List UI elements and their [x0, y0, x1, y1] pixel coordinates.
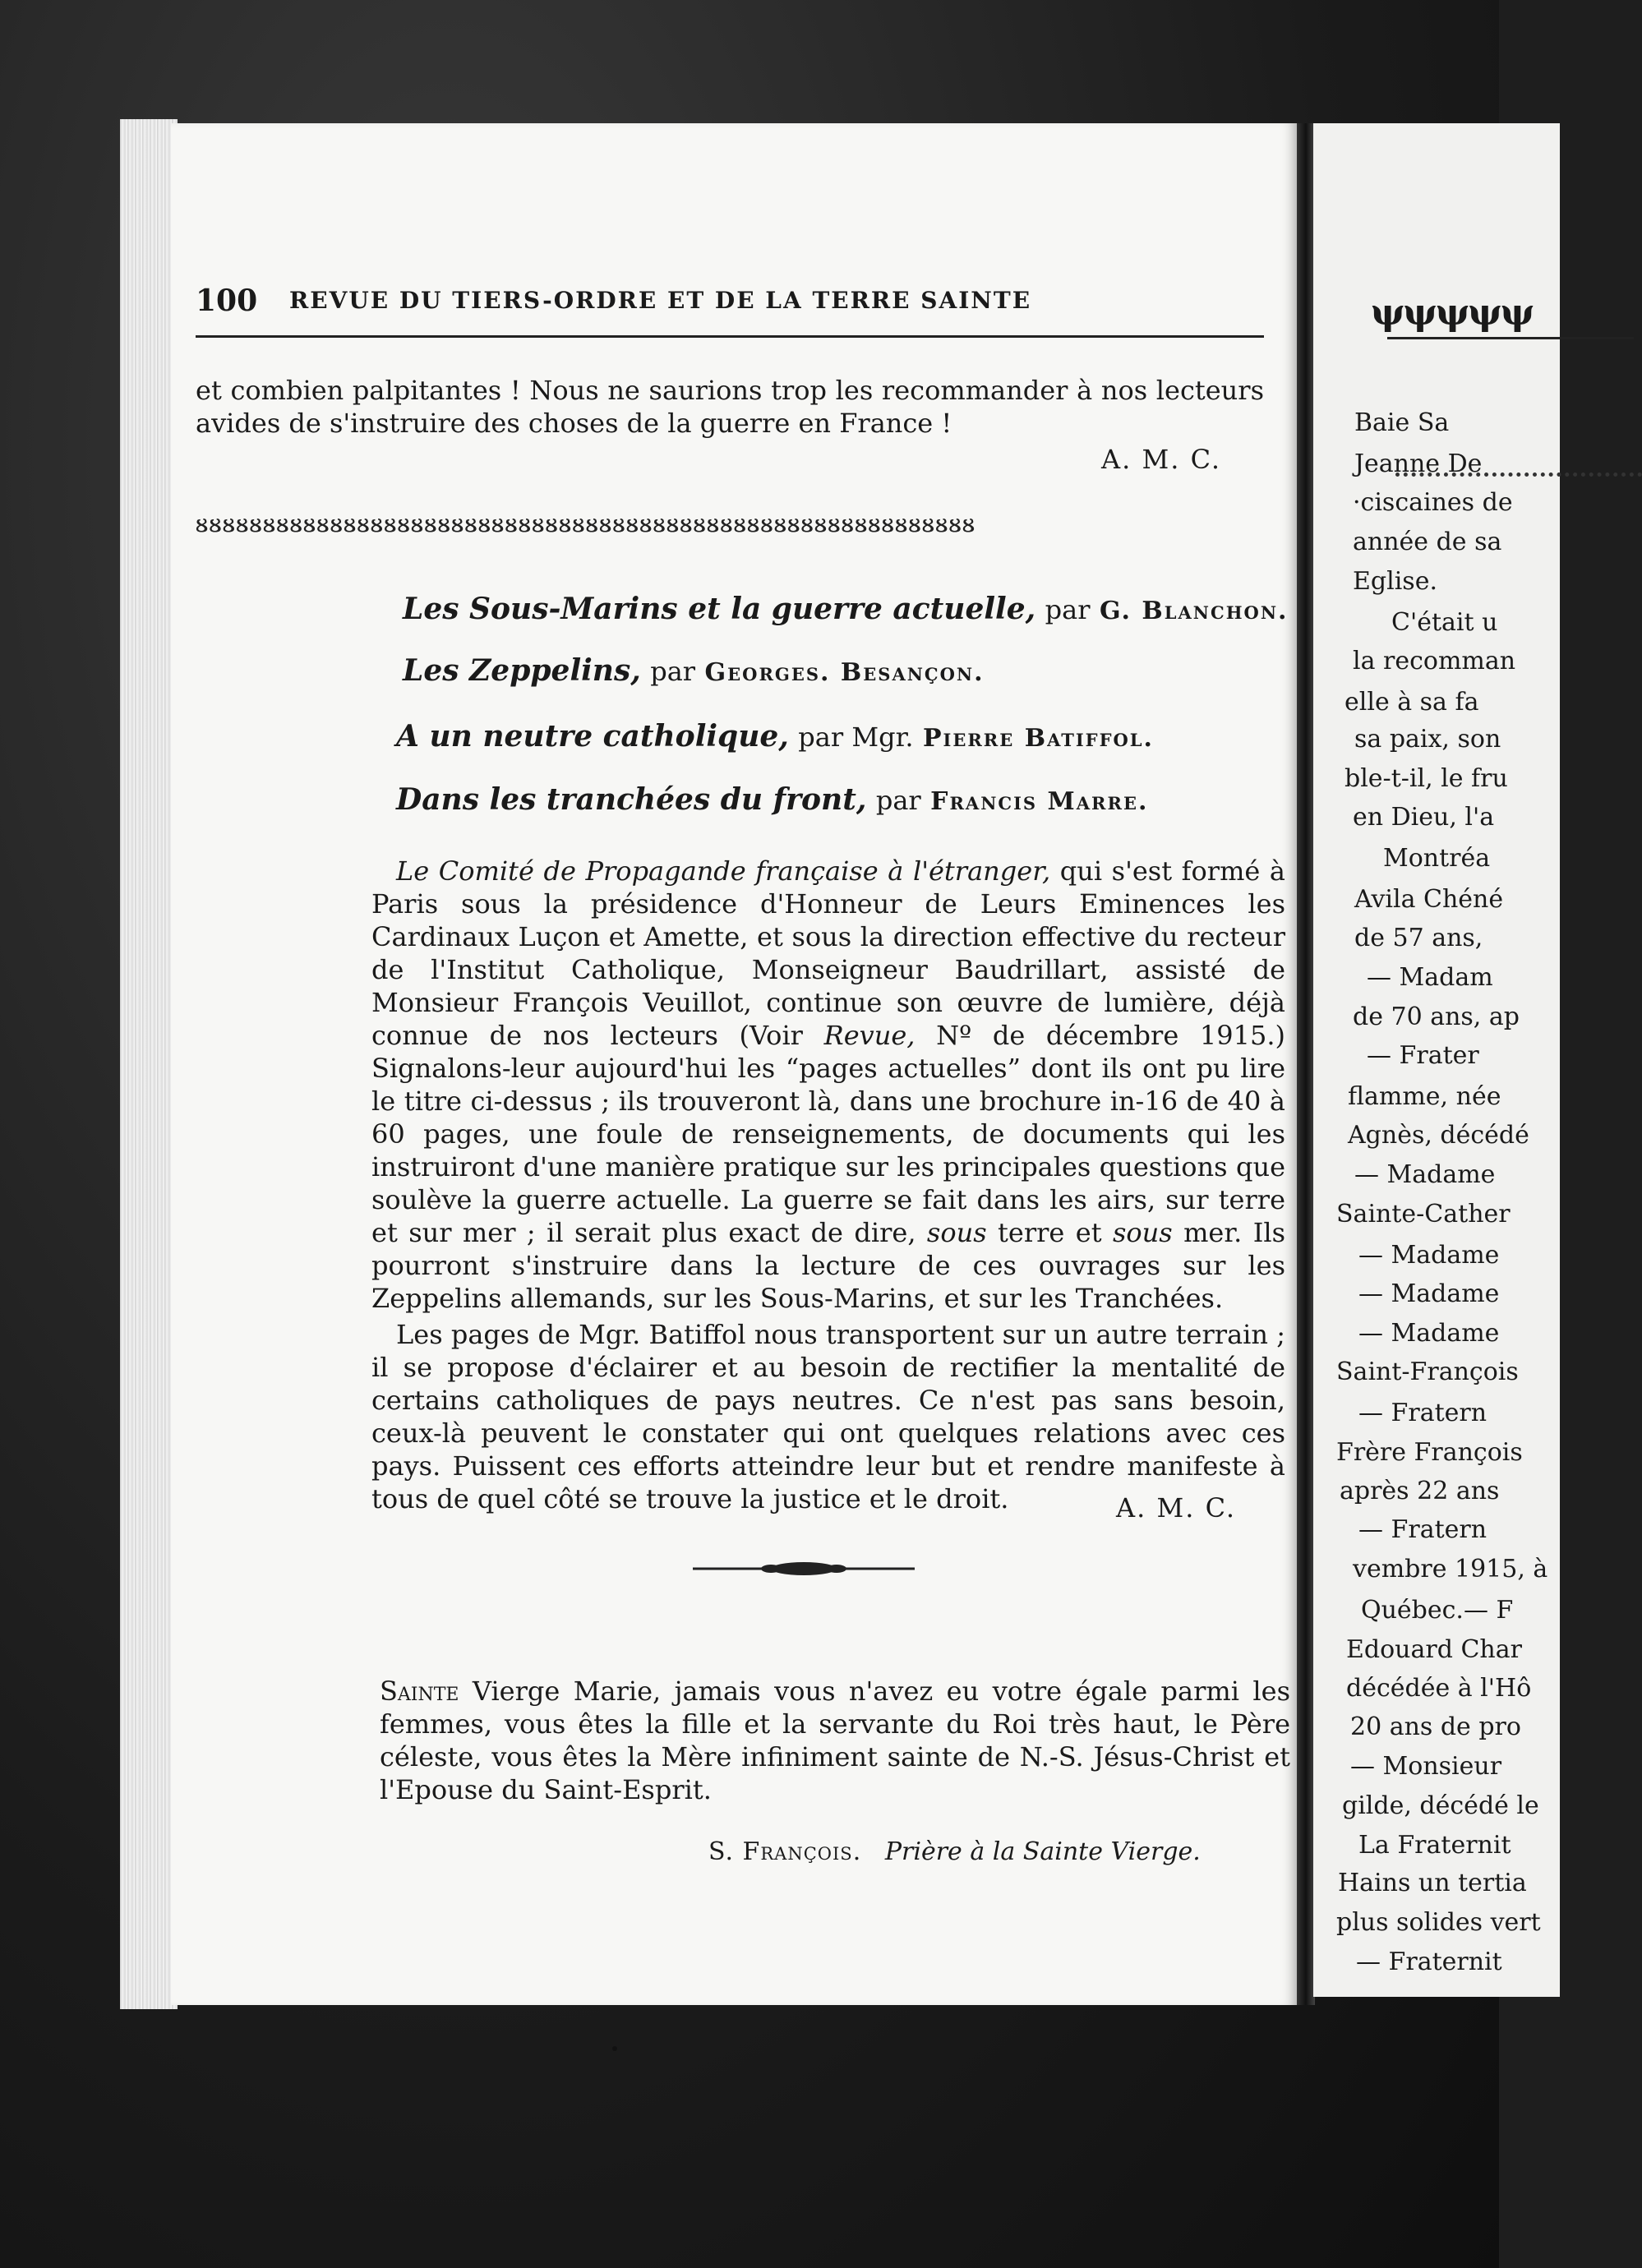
prayer-paragraph [380, 1675, 1290, 1806]
title-author: Georges. Besançon. [704, 658, 985, 687]
intro-paragraph: et combien palpitantes ! Nous ne saurions trop les recommander à nos lecteurs avides de s'instruire des choses de la guerre en France ! [196, 375, 1264, 439]
right-page-line: Eglise. [1353, 567, 1437, 596]
prayer-attribution [708, 1837, 1201, 1866]
right-page-line: plus solides vert [1336, 1908, 1541, 1937]
article-body [371, 855, 1285, 1519]
right-page-line: — Frater [1367, 1041, 1479, 1070]
title-by: par Mgr. [798, 721, 914, 753]
right-page-line: Saint-François [1336, 1358, 1519, 1386]
right-page-line: Edouard Char [1346, 1635, 1522, 1664]
sous-italic: sous [926, 1217, 987, 1248]
right-page-line: — Madame [1358, 1319, 1500, 1348]
speck [612, 2046, 617, 2051]
right-page-line: — Madame [1358, 1241, 1500, 1270]
article-paragraph-1 [371, 855, 1285, 1315]
right-page-line: décédée à l'Hô [1346, 1674, 1532, 1703]
text-run: mer. Ils pourront s'instruire dans la lecture de ces ouvrages sur les Zeppelins allemands, sur les Sous-Marins, et sur les Tranchées. [371, 1217, 1286, 1314]
right-page-line: C'était u [1391, 608, 1498, 637]
right-page-line: Québec.— F [1361, 1596, 1514, 1625]
right-page-line: la recomman [1353, 647, 1516, 675]
title-by: par [1045, 594, 1091, 625]
prayer-lead: Sainte [380, 1676, 459, 1707]
right-page-line: La Fraternit [1358, 1831, 1511, 1860]
right-page-line: ·ciscaines de [1353, 488, 1513, 517]
title-author: G. Blanchon. [1099, 597, 1289, 625]
right-page-line: vembre 1915, à [1353, 1555, 1548, 1583]
title-text: Les Zeppelins, [403, 653, 641, 688]
title-by: par [650, 656, 696, 687]
text-run: Nº de décembre 1915.) Signalons-leur aujourd'hui les “pages actuelles” dont ils ont pu lire le titre ci-dessus ; ils trouveront là, dans une brochure in-16 de 40 à 60 pages, une foule de renseignements, de documents qui les instruiront d'une manière pratique sur les principales questions que soulève la guerre actuelle. La guerre se fait dans les airs, sur terre et sur mer ; il serait plus exact de dire, [371, 1020, 1286, 1248]
right-page-line: — Fraternit [1356, 1948, 1502, 1976]
title-line-1 [403, 592, 1288, 626]
text-run: terre et [986, 1217, 1113, 1248]
right-page-line: année de sa [1353, 528, 1502, 556]
text-run: qui s'est formé à Paris sous la présidence d'Honneur de Leurs Eminences les Cardinaux Luçon et Amette, et sous la direction effective du recteur de l'Institut Catholique, Monseigneur Baudrillart, assisté de Monsieur François Veuillot, continue son œuvre de lumière, déjà connue de nos lecteurs (Voir [371, 855, 1286, 1051]
title-line-2 [403, 653, 985, 688]
article-signature: A. M. C. [1116, 1492, 1237, 1524]
right-page-line: — Madam [1367, 963, 1493, 992]
revue-italic: Revue, [823, 1020, 916, 1051]
page-number: 100 [196, 284, 258, 318]
right-page-line: — Fratern [1358, 1515, 1487, 1544]
right-page-line: — Monsieur [1350, 1752, 1502, 1781]
right-page-line: gilde, décédé le [1342, 1791, 1539, 1820]
book-gutter [1297, 123, 1315, 2005]
intro-signature: A. M. C. [1101, 444, 1222, 475]
right-page-line: Baie Sa [1354, 408, 1450, 437]
committee-name: Le Comité de Propagande française à l'étranger, [396, 855, 1051, 887]
right-page-line: Sainte-Cather [1336, 1200, 1511, 1228]
right-page-line: ble-t-il, le fru [1345, 764, 1508, 793]
right-page-line: Montréa [1383, 844, 1491, 873]
page-header [196, 284, 1264, 325]
running-title: REVUE DU TIERS-ORDRE ET DE LA TERRE SAINTE [289, 287, 1032, 314]
right-page-line: 20 ans de pro [1350, 1713, 1521, 1741]
right-page-line: en Dieu, l'a [1353, 803, 1495, 832]
title-line-4 [396, 782, 1148, 817]
title-by: par [875, 785, 921, 816]
ornament-divider: ᴕᴕᴕᴕᴕᴕᴕᴕᴕᴕᴕᴕᴕᴕᴕᴕᴕᴕᴕᴕᴕᴕᴕᴕᴕᴕᴕᴕᴕᴕᴕᴕᴕᴕᴕᴕᴕᴕᴕᴕᴕᴕᴕᴕᴕᴕᴕᴕᴕᴕᴕᴕᴕᴕᴕᴕᴕᴕ [196, 509, 976, 538]
title-text: Dans les tranchées du front, [396, 782, 867, 817]
article-paragraph-2: Les pages de Mgr. Batiffol nous transportent sur un autre terrain ; il se propose d'éclairer et au besoin de rectifier la mentalité de certains catholiques de pays neutres. Ce n'est pas sans besoin, ceux-là peuvent le constater qui ont quelques relations avec ces pays. Puissent ces efforts atteindre leur but et rendre manifeste à tous de quel côté se trouve la justice et le droit. [371, 1319, 1285, 1514]
right-page-line: de 57 ans, [1354, 924, 1483, 952]
title-text: A un neutre catholique, [396, 719, 789, 754]
right-page-line: elle à sa fa [1345, 688, 1479, 717]
right-page-line: — Fratern [1358, 1399, 1487, 1427]
title-line-3 [396, 719, 1154, 754]
right-page [1313, 123, 1560, 1997]
right-page-line: Jeanne De [1354, 449, 1483, 478]
right-page-ornament: ψψψψψ [1371, 292, 1534, 334]
right-page-line: — Madame [1354, 1160, 1496, 1189]
prayer-text: Vierge Marie, jamais vous n'avez eu votre égale parmi les femmes, vous êtes la fille et la servante du Roi très haut, le Père céleste, vous êtes la Mère infiniment sainte de N.-S. Jésus-Christ et l'Epouse du Saint-Esprit. [380, 1676, 1290, 1805]
flourish-ornament [693, 1558, 915, 1579]
right-page-line: sa paix, son [1354, 725, 1501, 754]
page-stack-edge [120, 119, 178, 2009]
title-author: Francis Marre. [930, 787, 1149, 816]
header-rule [196, 335, 1264, 338]
right-page-line: de 70 ans, ap [1353, 1003, 1520, 1031]
right-page-line: — Madame [1358, 1279, 1500, 1308]
right-page-line: Agnès, décédé [1348, 1121, 1529, 1150]
right-page-line: Avila Chéné [1354, 885, 1504, 914]
right-page-rule [1387, 337, 1634, 339]
right-page-line: Hains un tertia [1338, 1869, 1527, 1897]
sous-italic: sous [1112, 1217, 1173, 1248]
attribution-author: S. François. [708, 1837, 862, 1866]
title-author: Pierre Batiffol. [922, 724, 1154, 753]
title-text: Les Sous-Marins et la guerre actuelle, [403, 592, 1036, 626]
right-page-line: Frère François [1336, 1438, 1523, 1467]
attribution-title: Prière à la Sainte Vierge. [884, 1837, 1201, 1866]
right-page-line: après 22 ans [1340, 1477, 1500, 1505]
right-page-line: flamme, née [1348, 1082, 1501, 1111]
